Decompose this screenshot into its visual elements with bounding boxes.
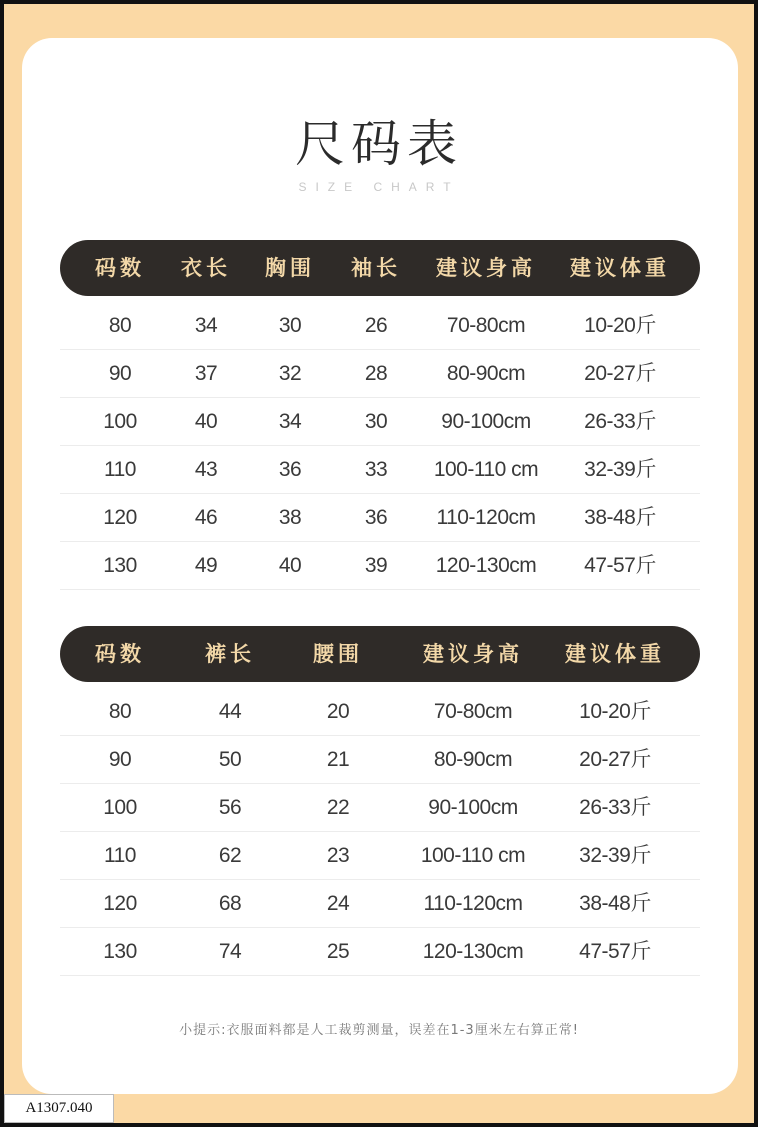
column-header: 码数: [95, 256, 145, 280]
column-header: 袖长: [351, 256, 401, 280]
table-row: [60, 398, 700, 446]
table-cell: 38: [278, 506, 302, 529]
table-cell: 110-120cm: [423, 892, 523, 915]
table-cell: 10-20斤: [584, 314, 656, 337]
table-cell: 120: [103, 892, 137, 915]
column-header: 裤长: [205, 642, 255, 666]
table-cell: 26-33斤: [579, 796, 651, 819]
table-cell: 32-39斤: [579, 844, 651, 867]
table-cell: 10-20斤: [579, 700, 651, 723]
page-title: 尺码表: [295, 115, 463, 173]
column-header: 码数: [95, 642, 145, 666]
table-cell: 24: [326, 892, 350, 915]
column-header: 建议身高: [436, 256, 536, 280]
table-cell: 56: [218, 796, 242, 819]
table-cell: 21: [326, 748, 350, 771]
table-cell: 49: [194, 554, 218, 577]
table-cell: 20: [326, 700, 350, 723]
table-cell: 46: [194, 506, 218, 529]
table-cell: 110: [104, 458, 136, 481]
table-cell: 70-80cm: [433, 700, 513, 723]
table-cell: 44: [218, 700, 242, 723]
page-subtitle: SIZE CHART: [298, 180, 460, 194]
table-cell: 80: [108, 314, 132, 337]
table-cell: 120: [103, 506, 137, 529]
table-cell: 34: [194, 314, 218, 337]
table-cell: 32: [278, 362, 302, 385]
product-code-label: A1307.040: [4, 1094, 114, 1123]
table-cell: 80-90cm: [446, 362, 526, 385]
table-body: [60, 688, 700, 976]
column-header: 胸围: [265, 256, 315, 280]
table-row: [60, 688, 700, 736]
table-cell: 32-39斤: [584, 458, 656, 481]
table-cell: 40: [278, 554, 302, 577]
table-cell: 110-120cm: [436, 506, 536, 529]
table-cell: 26: [364, 314, 388, 337]
table-cell: 80: [108, 700, 132, 723]
table-cell: 100-110 cm: [420, 844, 526, 867]
column-header: 腰围: [313, 642, 363, 666]
column-header: 建议身高: [423, 642, 523, 666]
table-cell: 25: [326, 940, 350, 963]
table-cell: 34: [278, 410, 302, 433]
table-cell: 38-48斤: [579, 892, 651, 915]
table-cell: 74: [218, 940, 242, 963]
table-cell: 37: [194, 362, 218, 385]
table-cell: 38-48斤: [584, 506, 656, 529]
table-cell: 40: [194, 410, 218, 433]
table-body: [60, 302, 700, 590]
table-cell: 22: [326, 796, 350, 819]
table-cell: 70-80cm: [446, 314, 526, 337]
table-cell: 130: [103, 554, 137, 577]
table-cell: 47-57斤: [584, 554, 656, 577]
table-cell: 33: [364, 458, 388, 481]
table-row: [60, 736, 700, 784]
table-cell: 39: [364, 554, 388, 577]
table-header: [60, 240, 700, 296]
bottom-size-table: [60, 626, 700, 976]
table-row: [60, 494, 700, 542]
table-cell: 100: [103, 796, 137, 819]
top-size-table: [60, 240, 700, 590]
table-cell: 110: [104, 844, 136, 867]
table-cell: 80-90cm: [433, 748, 513, 771]
table-cell: 100-110 cm: [433, 458, 539, 481]
table-cell: 120-130cm: [435, 554, 537, 577]
table-cell: 90: [108, 362, 132, 385]
column-header: 建议体重: [565, 642, 665, 666]
table-cell: 20-27斤: [579, 748, 651, 771]
table-cell: 26-33斤: [584, 410, 656, 433]
table-cell: 23: [326, 844, 350, 867]
table-cell: 43: [194, 458, 218, 481]
table-cell: 47-57斤: [579, 940, 651, 963]
table-row: [60, 928, 700, 976]
table-cell: 50: [218, 748, 242, 771]
table-cell: 90: [108, 748, 132, 771]
table-cell: 68: [218, 892, 242, 915]
table-header: [60, 626, 700, 682]
table-cell: 62: [218, 844, 242, 867]
column-header: 衣长: [181, 256, 231, 280]
table-row: [60, 350, 700, 398]
table-cell: 100: [103, 410, 137, 433]
table-row: [60, 446, 700, 494]
table-row: [60, 880, 700, 928]
table-row: [60, 784, 700, 832]
table-cell: 36: [364, 506, 388, 529]
table-row: [60, 542, 700, 590]
table-row: [60, 832, 700, 880]
table-cell: 30: [364, 410, 388, 433]
table-cell: 20-27斤: [584, 362, 656, 385]
column-header: 建议体重: [570, 256, 670, 280]
measurement-tip: 小提示:衣服面料都是人工裁剪测量，误差在1-3厘米左右算正常!: [179, 1023, 579, 1038]
table-cell: 130: [103, 940, 137, 963]
table-row: [60, 302, 700, 350]
table-cell: 120-130cm: [422, 940, 524, 963]
table-cell: 90-100cm: [441, 410, 531, 433]
table-cell: 36: [278, 458, 302, 481]
table-cell: 28: [364, 362, 388, 385]
table-cell: 30: [278, 314, 302, 337]
table-cell: 90-100cm: [428, 796, 518, 819]
